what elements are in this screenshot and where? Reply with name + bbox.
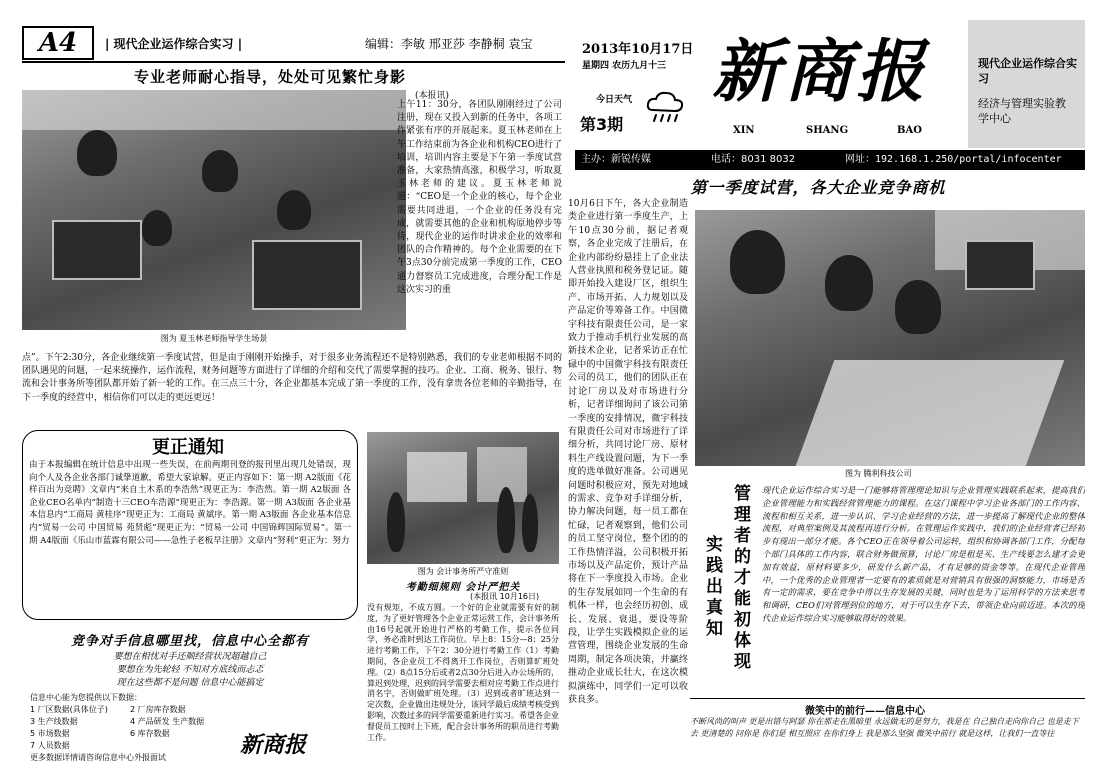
article1-headline: 专业老师耐心指导，处处可见繁忙身影 [133,68,406,86]
list-item: 5 市场数据 [30,729,70,738]
rain-cloud-icon [645,90,685,128]
list-item: 6 库存数据 [130,729,170,738]
weather-label: 今日天气 [596,95,633,105]
list-item: 2 厂房库存数据 [130,705,186,714]
article2-text: 没有规矩，不成方圆。一个好的企业就需要有好的制度，为了更好管理各个企业正常运营工作，会计事务所由16号起就开始进行严格的考勤工作，提示各位同学，务必准时到达工作岗位。早上8：15分—8：25分进行考勤工作，下午2：30分进行考勤工作（1）考勤期间，各企业员工不得离开工作岗位，否则算旷班处理。（2）8点15分后或者2点30分后进入办公场所的，算迟到处理，迟到的同学需要去相对应考勤工作点进行消名字，否则做旷班处理。（3）迟到或者旷班达到一定次数，企业做出违规处分，该同学最后成绩考核受到影响，次数过多的同学需要重新进行实习。希望各企业督促员工按时上下班，配合会计事务所的职员进行考勤工作。 [367,603,559,742]
article2-tag: (本报讯 10月16日) [470,592,540,601]
phone: 电话：8031 8032 [711,154,796,165]
side-course-name: 现代企业运作综合实习 [978,57,1077,85]
infocenter-intro: 信息中心能为您提供以下数据： [30,693,142,702]
article4-text: 现代企业运作综合实习是一门能够将管理理论知识与企业管理实践联系起来，提高我们企业管理能力和实践经营管理能力的课程。在这门课程中学习企业各部门的工作内容、流程和相互关系，进一步认识、学习企业经营的方法，进一步提高了解现代企业的整体流程，对典型案例及其流程再进行分析。在管理运作实践中，我们的企业经营者已经初步有现出一部分才能。各个CEO正在领导着公司运转，组织和协调各部门工作，分配每个部门具体的工作内容，联合财务做预算，讨论厂房是租是买、生产线要怎么建才会更加有效益，原材料要多少，研发什么新产品，才有足够的资金等等。在现代企业管理中，一个优秀的企业管理者一定要有的素质就是对营销具有很强的洞察能力，市场是否有一定的需求，要在竞争中得以生存发展的关键，同时也是为了运用科学的方法来思考和调研，CEO们对管理到位的地方，对于可以生存下去，带领企业向前迈进。本次的现代企业运作综合实习能够取得好的效果。 [762,485,1085,623]
article4-vtitle-1: 实践出真知 [702,535,722,640]
list-item: 1 厂区数据(具体位子) [30,705,108,714]
header-rule [22,61,565,63]
section-title: | 现代企业运作综合实习 | [105,37,243,51]
article4-vtitle-2: 管理者的才能初体现 [730,484,750,673]
masthead-pinyin-xin: XIN [733,125,755,136]
footer-title: 微笑中的前行——信息中心 [805,706,925,717]
article3-caption: 图为 腾利科技公司 [845,469,912,478]
footer-rule [690,698,1085,699]
list-item: 3 生产线数据 [30,717,78,726]
sponsor: 主办：新锐传媒 [581,154,651,165]
masthead-side-panel [968,20,1085,148]
article1-tag: (本报讯) [415,91,450,101]
correction-title: 更正通知 [152,437,224,458]
slogan-line: 现在这些都不是问题 信息中心能搞定 [116,678,264,688]
list-item: 7 人员数据 [30,741,70,750]
slogan-line: 要想在相忧对手还顺经营状况超越自己 [113,652,267,662]
infocenter-slogans [40,651,340,690]
issue-date: 2013年10月17日 [582,42,694,57]
website[interactable]: 网址：192.168.1.250/portal/infocenter [845,154,1062,165]
issue-number: 第3期 [580,115,624,134]
article1-caption: 图为 夏玉林老师指导学生场景 [160,334,268,343]
masthead-pinyin-shang: SHANG [806,125,849,136]
issue-weekday: 星期四 农历九月十三 [582,61,667,71]
list-item: 4 产品研发 生产数据 [130,717,205,726]
article1-side-text: 上午11：30分，各团队刚刚经过了公司注册，现在又投入到新的任务中，各项工作紧张有序的开展起来。夏玉林老师在上午工作结束前为各企业和机构CEO进行了培训，培训内容主要是下午第一季度试营准备，大家热情高涨，积极学习，听取夏玉林老师的建议。夏玉林老师说道：“CEO是一个企业的核心，每个企业需要共同进退，一个企业的任务没有完成，就需要其他的企业和机构原地停步等待，现代企业的运作时讲求企业的效率和团队的合作精神的。每个企业需要的在下午3点30分前完成第一季度的工作，CEO通力督察员工完成进度，合理分配工作是这次实习的重 [397,100,562,295]
footer-text: 不断风尚的叫声 更是出错与阿瑟 你在那走在黑暗里 永远做无的是努力，我是在 自己独自走向你自己 也是走下去 更清楚的 问你是 你们是 相互照应 在你们身上 我是那么坚强 微笑中前行 就是这样，让我们一直等往 [690,717,1079,738]
side-center-name: 经济与管理实验教学中心 [978,97,1066,125]
infocenter-items [30,704,230,751]
masthead-pinyin-bao: BAO [897,125,922,136]
photo-accounting-firm [367,432,559,564]
article2-caption: 图为 会计事务所严守准则 [417,567,509,576]
photo-tengli-tech [695,210,1085,466]
article3-headline: 第一季度试营，各大企业竞争商机 [690,178,946,197]
infocenter-logo: 新商报 [240,733,307,758]
article2-headline: 考勤细规则 会计严把关 [405,582,521,593]
slogan-line: 要想在为先轮轻 不知对方底线而忐忑 [116,665,264,675]
article1-bottom-text: 点”。下午2:30分，各企业继续第一季度试营，但是由于刚刚开始操手，对于很多业务流程还不是特别熟悉，我们的专业老师根据不同的团队遇见的问题，一起来统操作，运作流程，财务问题等方面进行了详细的介绍和交代了需要掌握的技巧。企业、工商、税务、银行、物流和会计事务所等团队都开始了新一轮的工作。在三点三十分，各企业都基本完成了第一季度的工作，没有拿贵各位老师的辛勤指导，在下一季度的经营中，相信你们可以走的更远更远！ [22,353,562,403]
photo-teacher-guidance [22,90,406,330]
article3-text: 10月6日下午，各大企业制造类企业进行第一季度生产，上午10点30分前，据记者观察，各企业完成了注册后，在企业内部纷纷悬挂上了企业法人营业执照和税务登记证。随即开始投入建设厂区，组织生产、市场开拓、人力规划以及产品定价等筹备工作。中国微宇科技有限责任公司，是一家致力于推动手机行业发展的高新技术企业，记者采访正在忙碌中的中国微宇科技有限责任公司的员工，他们的团队正在讨论厂房以及对市场进行分析，记者详细询问了该公司第一季度的安排情况，微宇科技有限责任公司对市场进行了详细分析，共同讨论厂房、原材料生产线设置问题，为下一季度的选单做好准备。公司遇见问题时积极应对，预先对地域的需求、竞争对手详细分析，协力解决问题，每一员工都在忙碌，记者观察到，他们公司的员工坚守岗位，整个团的的工作热情洋溢，公司积极开拓市场以及产品定价，预计产品将在下一季度投入市场。企业的生存发展如同一个生命的有机体一样，也会经历初创、成长、发展、衰退，要设等阶段，让学生实践模拟企业的运营管理，围绕企业发展的生命周期，制定各项决策，并赢终推动企业成长壮大，在这次模拟演练中，同学们一定可以收获良多。 [568,199,688,706]
masthead-title: 新商报 [712,33,929,112]
correction-box [22,430,358,620]
infocenter-footer: 更多数据详情请咨询信息中心外报面试 [30,753,166,762]
infocenter-headline: 竞争对手信息哪里找，信息中心全都有 [70,634,309,649]
editor-credits: 编辑：李敏 邢亚莎 李静桐 袁宝 [365,37,533,51]
page-number: A4 [22,26,94,60]
correction-text: 由于本报编辑在统计信息中出现一些失误，在前两期刊登的报刊里出现几处错误，现向个人及各企业各部门诚挚道歉，希望大家谅解。更正内容如下：第一期 A2版面《花样百出为竞聘》文章内“来自土木系的李浩然”现更正为：李浩然。第一期 A2版面 各企业CEO名单内“制造十三CEO车浩源”现更正为：李浩源。第一期 A3版面 各企业基本信息内“工商局 黄桂序”现更正为：工商局 黄斌序。第一期 A3版面 各企业基本信息内“贸易一公司 中国贸易 苑贤彪”现更正为：“贸易一公司 中国锦辉国际贸易”。第一期 A4版面《乐山市蓝霖有限公司——急性子老板早注册》文章内“努利”更正为：努力 [29,460,351,546]
masthead-info-bar [575,150,1085,170]
